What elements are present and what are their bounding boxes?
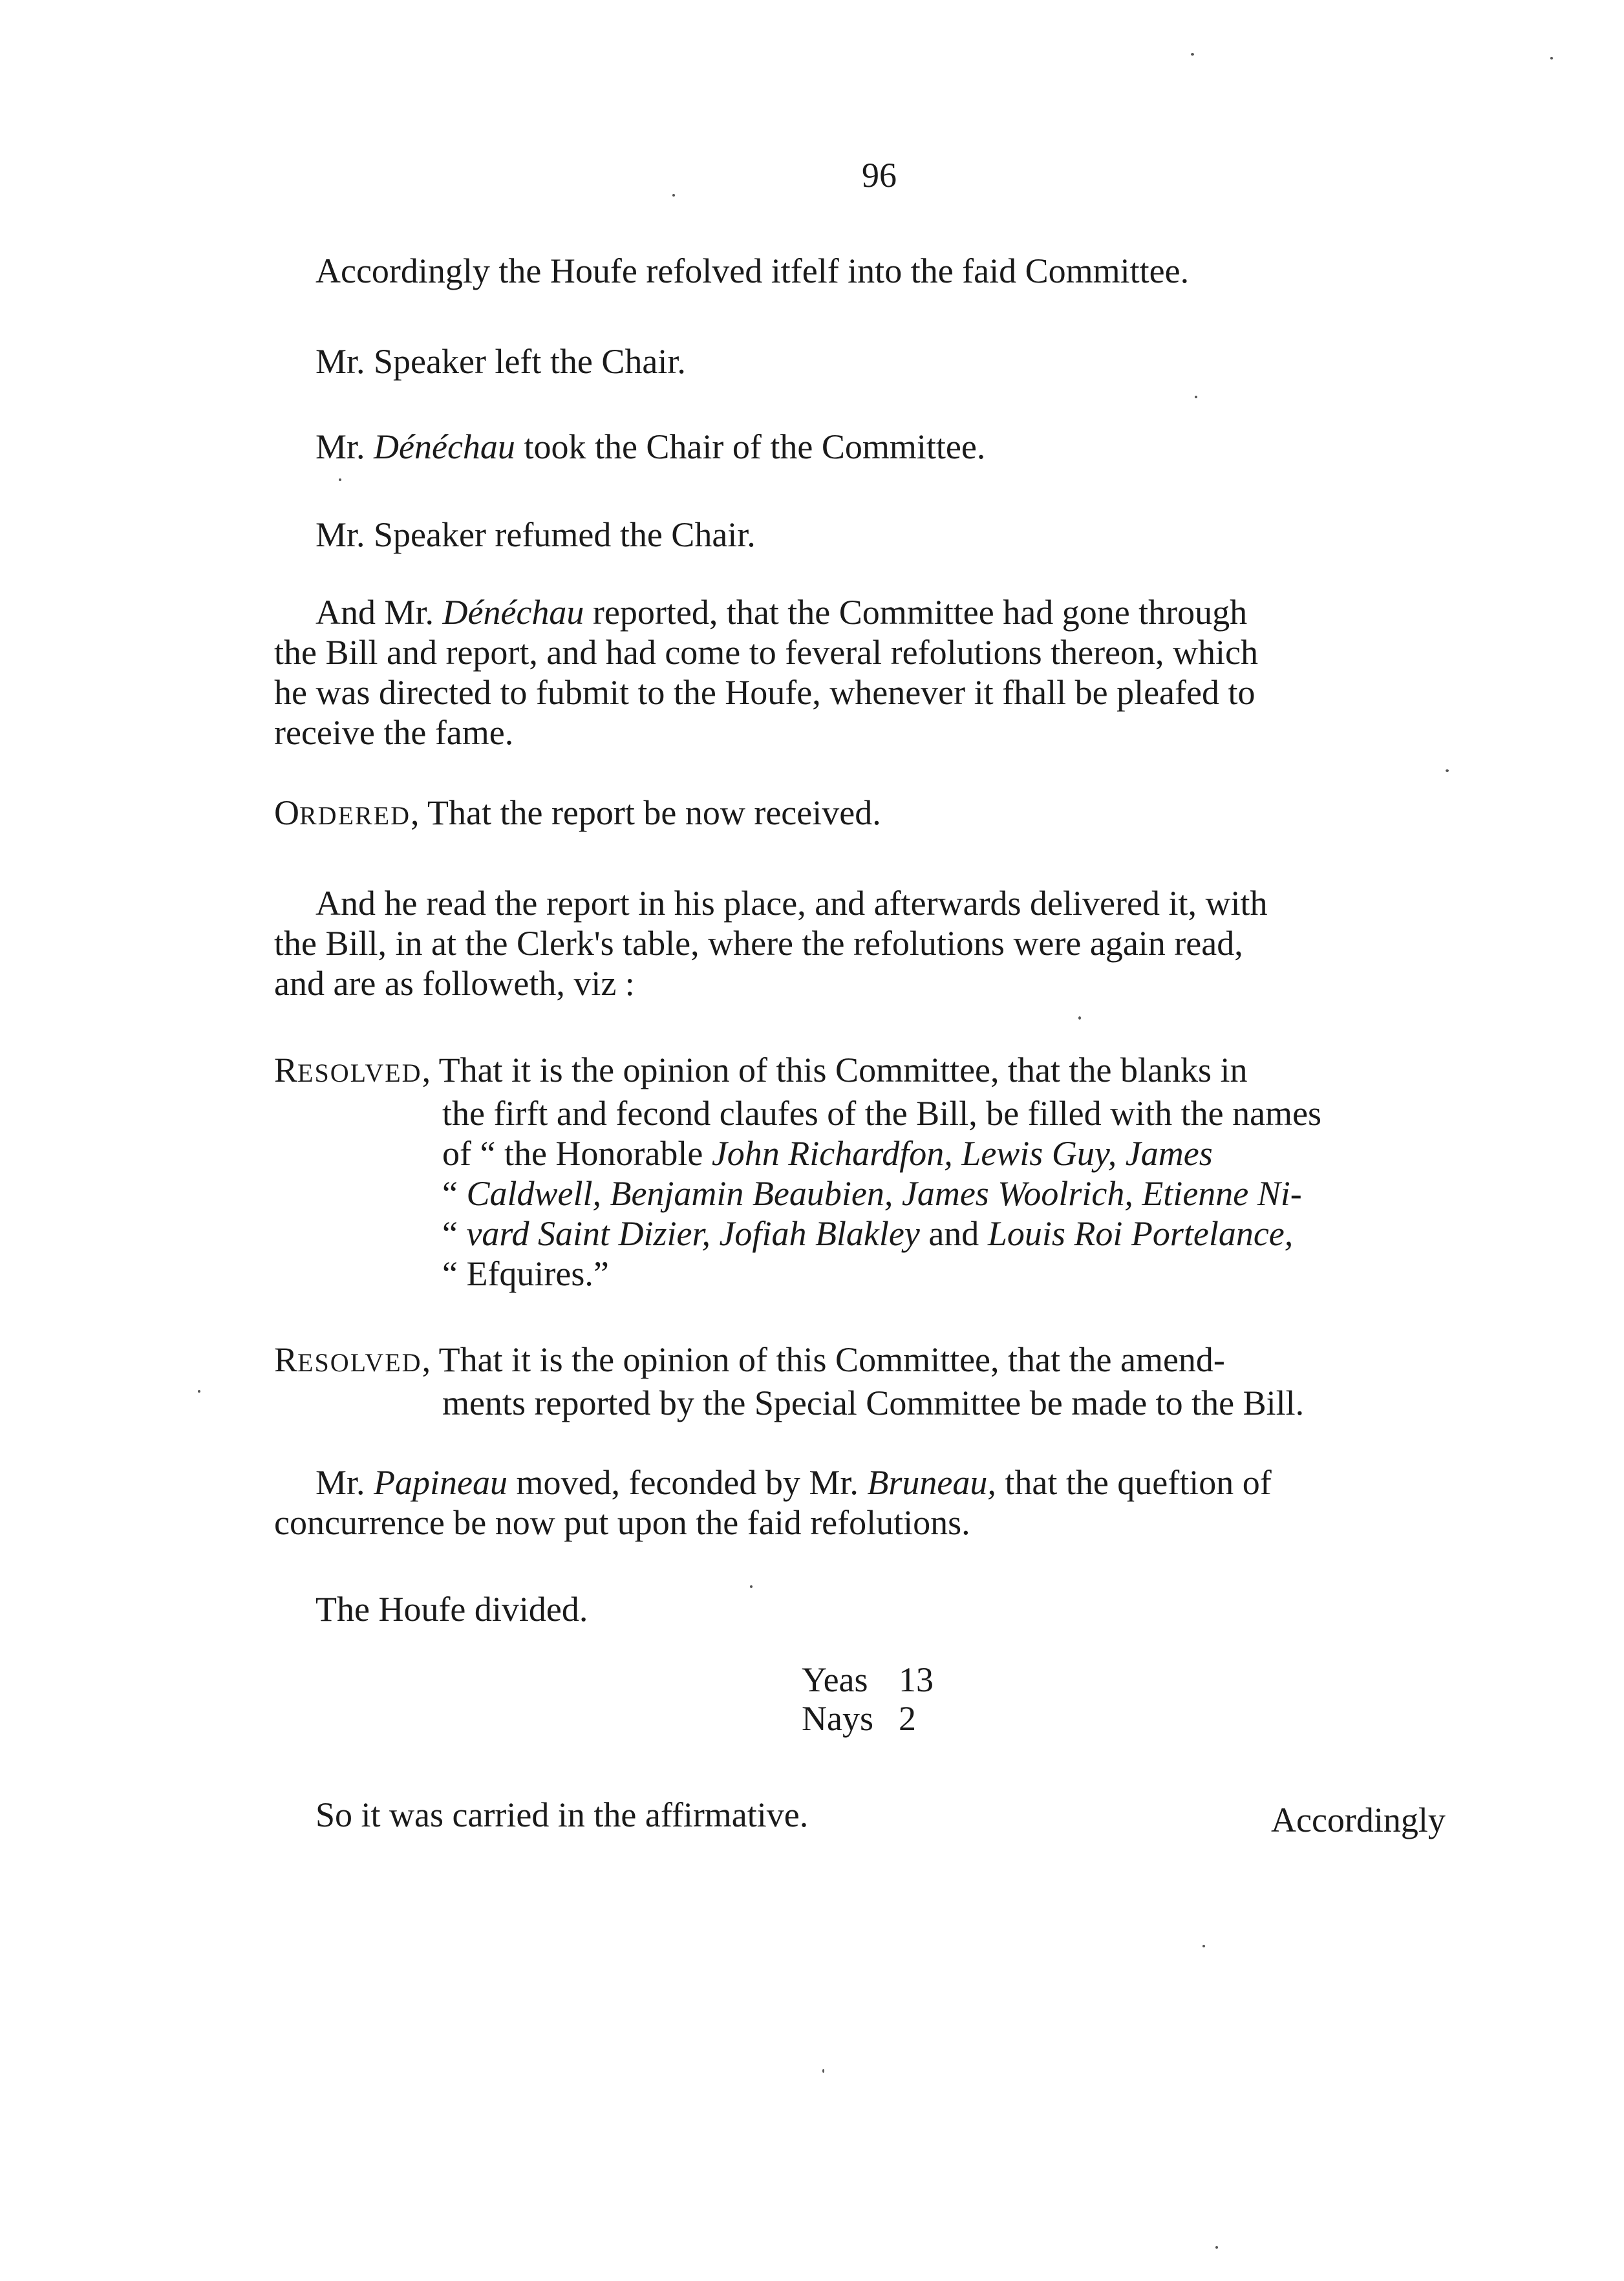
person-name: Dénéchau	[442, 593, 584, 632]
text-line	[274, 1462, 1486, 1503]
small-caps-initial: O	[274, 793, 299, 832]
scan-speck	[339, 478, 341, 481]
scan-speck	[1191, 53, 1194, 56]
text-segment: “	[442, 1214, 467, 1253]
person-name: Bruneau,	[867, 1463, 996, 1502]
small-caps-initial: R	[274, 1340, 298, 1379]
paragraph-house-resolved: Accordingly the Houfe refolved itfelf into the faid Committee.	[315, 252, 1190, 290]
text-line	[274, 1340, 1486, 1383]
text-line: he was directed to fubmit to the Houfe, whenever it fhall be pleafed to	[274, 673, 1255, 712]
text-line: the firft and fecond claufes of the Bill, be filled with the names	[442, 1094, 1322, 1133]
scan-speck	[822, 2069, 824, 2073]
text-segment: that the queftion of	[996, 1463, 1272, 1502]
scan-speck	[1215, 2246, 1218, 2249]
text-line: the Bill and report, and had come to feveral refolutions thereon, which	[274, 633, 1258, 672]
text-segment: Mr.	[315, 427, 374, 466]
scan-speck	[672, 194, 675, 197]
text-line: And he read the report in his place, and afterwards delivered it, with	[315, 884, 1268, 923]
catchword: Accordingly	[1271, 1801, 1446, 1839]
text-segment: Mr.	[315, 1463, 374, 1502]
yeas-label: Yeas	[802, 1660, 868, 1699]
text-line: and are as followeth, viz :	[274, 964, 635, 1003]
paragraph-speaker-left: Mr. Speaker left the Chair.	[315, 342, 686, 381]
text-line	[274, 592, 1486, 632]
text-line	[274, 1050, 1486, 1093]
paragraph-motion	[274, 1462, 1486, 1543]
text-segment: of “ the Honorable	[442, 1134, 712, 1173]
paragraph-speaker-resumed: Mr. Speaker refumed the Chair.	[315, 515, 756, 554]
person-names: John Richardfon, Lewis Guy, James	[711, 1134, 1213, 1173]
text-segment: reported, that the Committee had gone through	[584, 593, 1248, 632]
vote-tally	[802, 1660, 934, 1738]
text-line: ments reported by the Special Committee be made to the Bill.	[442, 1384, 1305, 1422]
small-caps-word: RDERED	[299, 801, 411, 830]
text-segment: , That the report be now received.	[411, 793, 881, 832]
nays-count: 2	[899, 1699, 916, 1738]
resolution-one	[274, 1050, 1486, 1294]
scan-speck	[750, 1585, 753, 1588]
small-caps-word: ESOLVED	[297, 1348, 422, 1377]
nays-label: Nays	[802, 1699, 873, 1738]
scan-speck	[1550, 57, 1553, 59]
text-segment: “	[442, 1174, 467, 1213]
text-line: receive the fame.	[274, 713, 514, 752]
small-caps-word: ESOLVED	[297, 1058, 422, 1087]
scan-speck	[1446, 769, 1449, 772]
text-line	[274, 1173, 1486, 1214]
text-line	[274, 1214, 1486, 1254]
page-number: 96	[862, 156, 897, 195]
text-segment: , That it is the opinion of this Committee, that the blanks in	[422, 1051, 1248, 1089]
text-segment: , That it is the opinion of this Committee, that the amend-	[422, 1340, 1225, 1379]
person-names: Louis Roi Portelance,	[987, 1214, 1294, 1253]
text-line	[274, 1133, 1486, 1173]
person-name: Papineau	[374, 1463, 508, 1502]
text-segment: moved, feconded by Mr.	[508, 1463, 868, 1502]
text-line: “ Efquires.”	[442, 1254, 609, 1293]
paragraph-house-divided: The Houfe divided.	[315, 1590, 588, 1629]
paragraph-carried: So it was carried in the affirmative.	[315, 1795, 809, 1834]
person-names: vard Saint Dizier, Jofiah Blakley	[466, 1214, 920, 1253]
text-segment: took the Chair of the Committee.	[515, 427, 986, 466]
yeas-row	[802, 1660, 934, 1699]
text-segment: And Mr.	[315, 593, 443, 632]
text-line: concurrence be now put upon the faid refolutions.	[274, 1503, 970, 1542]
scan-speck	[1078, 1016, 1081, 1020]
scan-speck	[198, 1390, 200, 1393]
paragraph-committee-report	[274, 592, 1486, 753]
nays-row	[802, 1699, 934, 1738]
paragraph-denechau-chair	[315, 427, 985, 467]
paragraph-ordered	[274, 793, 881, 836]
text-line: the Bill, in at the Clerk's table, where the refolutions were again read,	[274, 924, 1243, 963]
person-name: Dénéchau	[374, 427, 515, 466]
small-caps-initial: R	[274, 1051, 298, 1089]
text-segment: and	[919, 1214, 988, 1253]
paragraph-report-read	[274, 883, 1486, 1003]
scan-speck	[1195, 396, 1197, 398]
resolution-two	[274, 1340, 1486, 1423]
scan-speck	[1202, 1945, 1205, 1947]
yeas-count: 13	[899, 1660, 934, 1699]
person-names: Caldwell, Benjamin Beaubien, James Woolrich, Etienne Ni-	[466, 1174, 1302, 1213]
